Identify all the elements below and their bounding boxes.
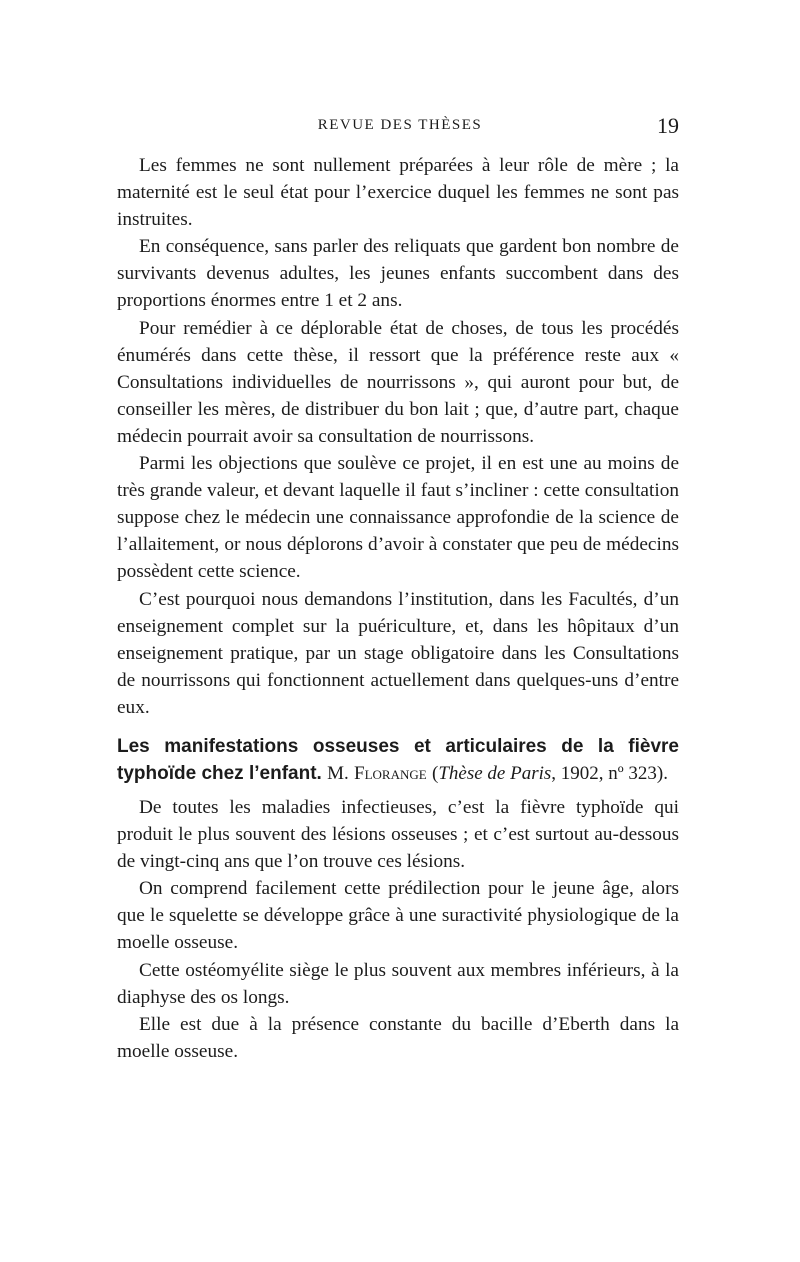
reference-citation <box>438 763 668 784</box>
paragraph: En conséquence, sans parler des reliquats que gardent bon nombre de survivants devenus adultes, les jeunes enfants succombent dans des proportions énormes entre 1 et 2 ans. <box>117 236 679 312</box>
author-name: Florange <box>354 763 427 785</box>
section-paragraph: Cette ostéomyélite siège le plus souvent aux membres inférieurs, à la diaphyse des os longs. <box>117 959 679 1008</box>
body-text <box>117 152 679 1065</box>
paragraph: C’est pourquoi nous demandons l’institution, dans les Facultés, d’un enseignement complet sur la puériculture, et, dans les hôpitaux d’un enseignement pratique, par un stage obligatoire dans les Consultations de nourrissons qui fonctionnent actuellement dans quelques-uns d’entre eux. <box>117 588 679 718</box>
reference-work: Thèse de Paris <box>438 763 552 785</box>
section-paragraph: Elle est due à la présence constante du bacille d’Eberth dans la moelle osseuse. <box>117 1013 679 1062</box>
section-paragraph: On comprend facilement cette prédilection pour le jeune âge, alors que le squelette se développe grâce à une suractivité physiologique de la moelle osseuse. <box>117 878 679 954</box>
reference-details: , 1902, nº 323). <box>551 763 668 785</box>
paragraph: Parmi les objections que soulève ce projet, il en est une au moins de très grande valeur, et devant laquelle il faut s’incliner : cette consultation suppose chez le médecin une connaissance approfondie de la science de l’allaitement, or nous déplorons d’avoir à constater que peu de médecins possèdent cette science. <box>117 453 679 583</box>
running-title: REVUE DES THÈSES <box>317 117 483 133</box>
running-head <box>0 115 800 139</box>
section-paragraph: De toutes les maladies infectieuses, c’est la fièvre typhoïde qui produit le plus souvent des lésions osseuses ; et c’est surtout au-dessous de vingt-cinq ans que l’on trouve ces lésions. <box>117 796 679 873</box>
section-heading <box>117 733 679 788</box>
paragraph: Les femmes ne sont nullement préparées à leur rôle de mère ; la maternité est le seul état pour l’exercice duquel les femmes ne sont pas instruites. <box>117 155 679 231</box>
section-body <box>117 794 679 1065</box>
page-number: 19 <box>657 113 679 138</box>
paragraph: Pour remédier à ce déplorable état de choses, de tous les procédés énumérés dans cette thèse, il ressort que la préférence reste aux « Consultations individuelles de nourrissons », qui auront pour but, de conseiller les mères, de distribuer du bon lait ; que, d’autre part, chaque médecin pourrait avoir sa consultation de nourrissons. <box>117 317 679 447</box>
section-title: Les manifestations osseuses et articulaires de la fièvre typhoïde chez l’enfant. <box>117 735 679 785</box>
author-prefix: M. <box>327 763 349 785</box>
reference-open: ( <box>432 763 439 785</box>
